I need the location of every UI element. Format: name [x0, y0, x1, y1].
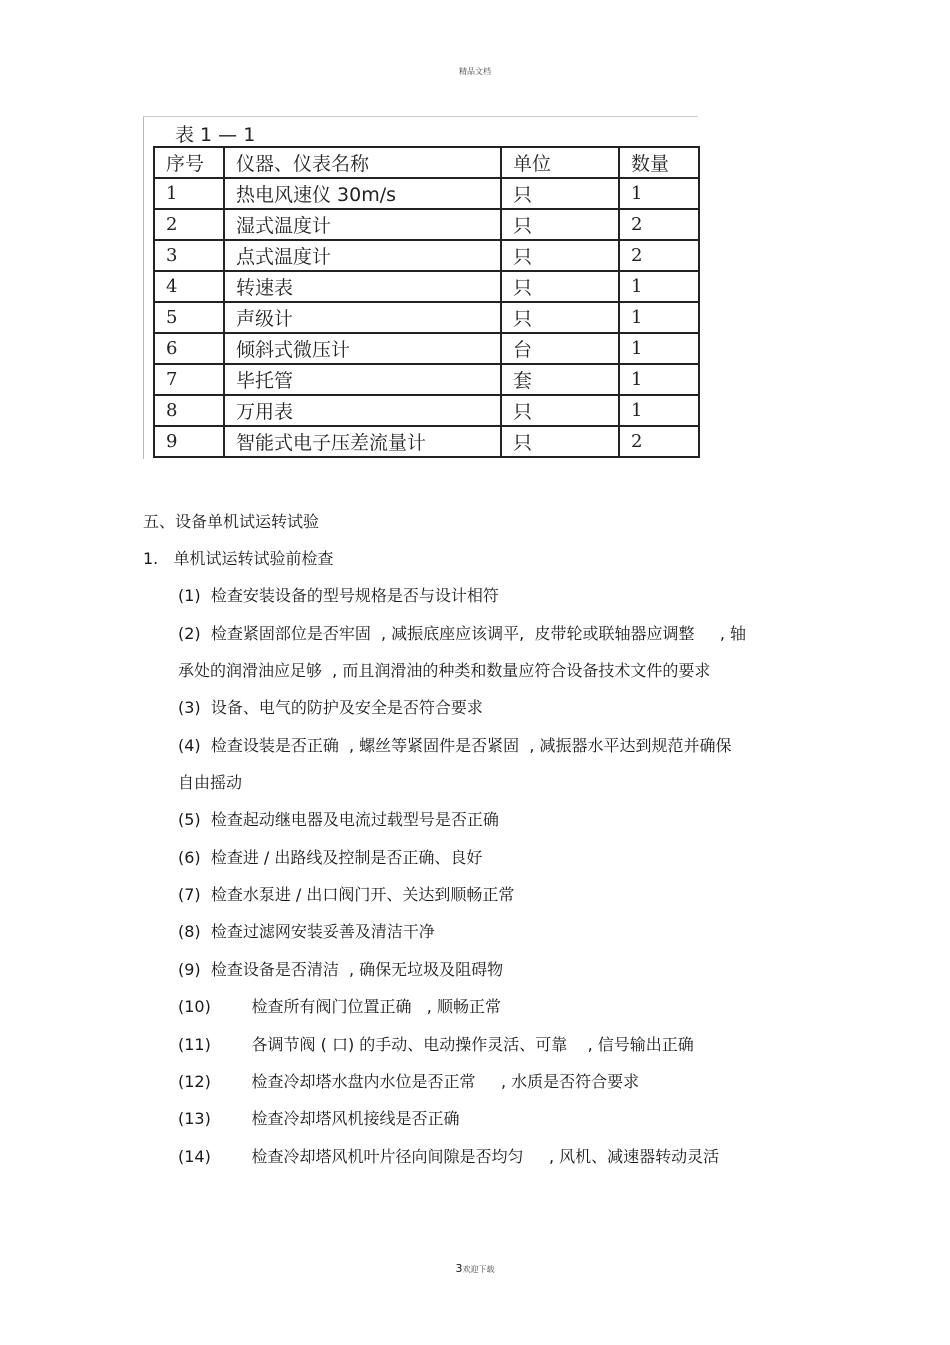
cell-name: 湿式温度计 — [224, 209, 501, 240]
instrument-table — [153, 146, 700, 458]
cell-unit: 套 — [501, 364, 619, 395]
page-footer — [0, 1262, 950, 1275]
instrument-table-figure — [143, 116, 698, 459]
cell-unit: 只 — [501, 209, 619, 240]
cell-name: 智能式电子压差流量计 — [224, 426, 501, 457]
figure-top-border — [143, 116, 698, 117]
cell-quantity: 2 — [619, 426, 699, 457]
cell-unit: 只 — [501, 271, 619, 302]
cell-number: 6 — [154, 333, 224, 364]
checklist-line: 承处的润滑油应足够 , 而且润滑油的种类和数量应符合设备技术文件的要求 — [178, 661, 711, 680]
table-row — [154, 178, 699, 209]
cell-quantity: 1 — [619, 395, 699, 426]
table-row — [154, 426, 699, 457]
cell-number: 7 — [154, 364, 224, 395]
cell-unit: 只 — [501, 178, 619, 209]
checklist-line: (14) 检查冷却塔风机叶片径向间隙是否均匀 , 风机、减速器转动灵活 — [178, 1147, 720, 1166]
checklist-line: (6) 检查进 / 出路线及控制是否正确、良好 — [178, 848, 483, 867]
checklist-line: (8) 检查过滤网安装妥善及清洁干净 — [178, 922, 435, 941]
cell-name: 点式温度计 — [224, 240, 501, 271]
cell-quantity: 1 — [619, 333, 699, 364]
cell-number: 8 — [154, 395, 224, 426]
cell-name: 毕托管 — [224, 364, 501, 395]
subsection-title: 1. 单机试运转试验前检查 — [143, 549, 334, 568]
cell-name: 热电风速仪 30m/s — [224, 178, 501, 209]
cell-quantity: 1 — [619, 302, 699, 333]
cell-unit: 只 — [501, 426, 619, 457]
checklist-line: (3) 设备、电气的防护及安全是否符合要求 — [178, 698, 483, 717]
table-row — [154, 240, 699, 271]
checklist-line: (4) 检查设装是否正确 , 螺丝等紧固件是否紧固 , 减振器水平达到规范并确保 — [178, 736, 732, 755]
cell-quantity: 2 — [619, 209, 699, 240]
column-header-quantity: 数量 — [619, 147, 699, 178]
cell-unit: 只 — [501, 302, 619, 333]
checklist-line: (5) 检查起动继电器及电流过载型号是否正确 — [178, 810, 499, 829]
checklist-line: (12) 检查冷却塔水盘内水位是否正常 , 水质是否符合要求 — [178, 1072, 640, 1091]
table-row — [154, 333, 699, 364]
checklist-line: (9) 检查设备是否清洁 , 确保无垃圾及阻碍物 — [178, 960, 504, 979]
cell-quantity: 1 — [619, 364, 699, 395]
page-header: 精品文档 — [459, 67, 491, 76]
cell-quantity: 1 — [619, 271, 699, 302]
column-header-number: 序号 — [154, 147, 224, 178]
checklist-line: (13) 检查冷却塔风机接线是否正确 — [178, 1109, 460, 1128]
checklist-line: (2) 检查紧固部位是否牢固 , 减振底座应该调平, 皮带轮或联轴器应调整 , 轴 — [178, 624, 747, 643]
cell-number: 2 — [154, 209, 224, 240]
checklist-line: (11) 各调节阀 ( 口) 的手动、电动操作灵活、可靠 , 信号输出正确 — [178, 1035, 694, 1054]
cell-number: 5 — [154, 302, 224, 333]
cell-number: 4 — [154, 271, 224, 302]
cell-name: 万用表 — [224, 395, 501, 426]
cell-name: 倾斜式微压计 — [224, 333, 501, 364]
checklist-line: 自由摇动 — [178, 773, 243, 792]
page-number: 3 — [455, 1262, 463, 1275]
cell-name: 转速表 — [224, 271, 501, 302]
footer-text: 欢迎下载 — [462, 1265, 495, 1274]
checklist-line: (7) 检查水泵进 / 出口阀门开、关达到顺畅正常 — [178, 885, 515, 904]
cell-quantity: 2 — [619, 240, 699, 271]
cell-number: 3 — [154, 240, 224, 271]
cell-unit: 台 — [501, 333, 619, 364]
column-header-name: 仪器、仪表名称 — [224, 147, 501, 178]
table-row — [154, 302, 699, 333]
checklist-line: (10) 检查所有阀门位置正确 , 顺畅正常 — [178, 997, 501, 1016]
section-title: 五、设备单机试运转试验 — [143, 512, 320, 531]
cell-quantity: 1 — [619, 178, 699, 209]
cell-unit: 只 — [501, 240, 619, 271]
checklist-line: (1) 检查安装设备的型号规格是否与设计相符 — [178, 586, 499, 605]
table-row — [154, 395, 699, 426]
cell-number: 1 — [154, 178, 224, 209]
cell-name: 声级计 — [224, 302, 501, 333]
column-header-unit: 单位 — [501, 147, 619, 178]
cell-number: 9 — [154, 426, 224, 457]
table-caption: 表 1 — 1 — [175, 124, 256, 146]
table-row — [154, 364, 699, 395]
table-header-row — [154, 147, 699, 178]
figure-left-border — [143, 116, 144, 459]
table-row — [154, 271, 699, 302]
cell-unit: 只 — [501, 395, 619, 426]
table-row — [154, 209, 699, 240]
